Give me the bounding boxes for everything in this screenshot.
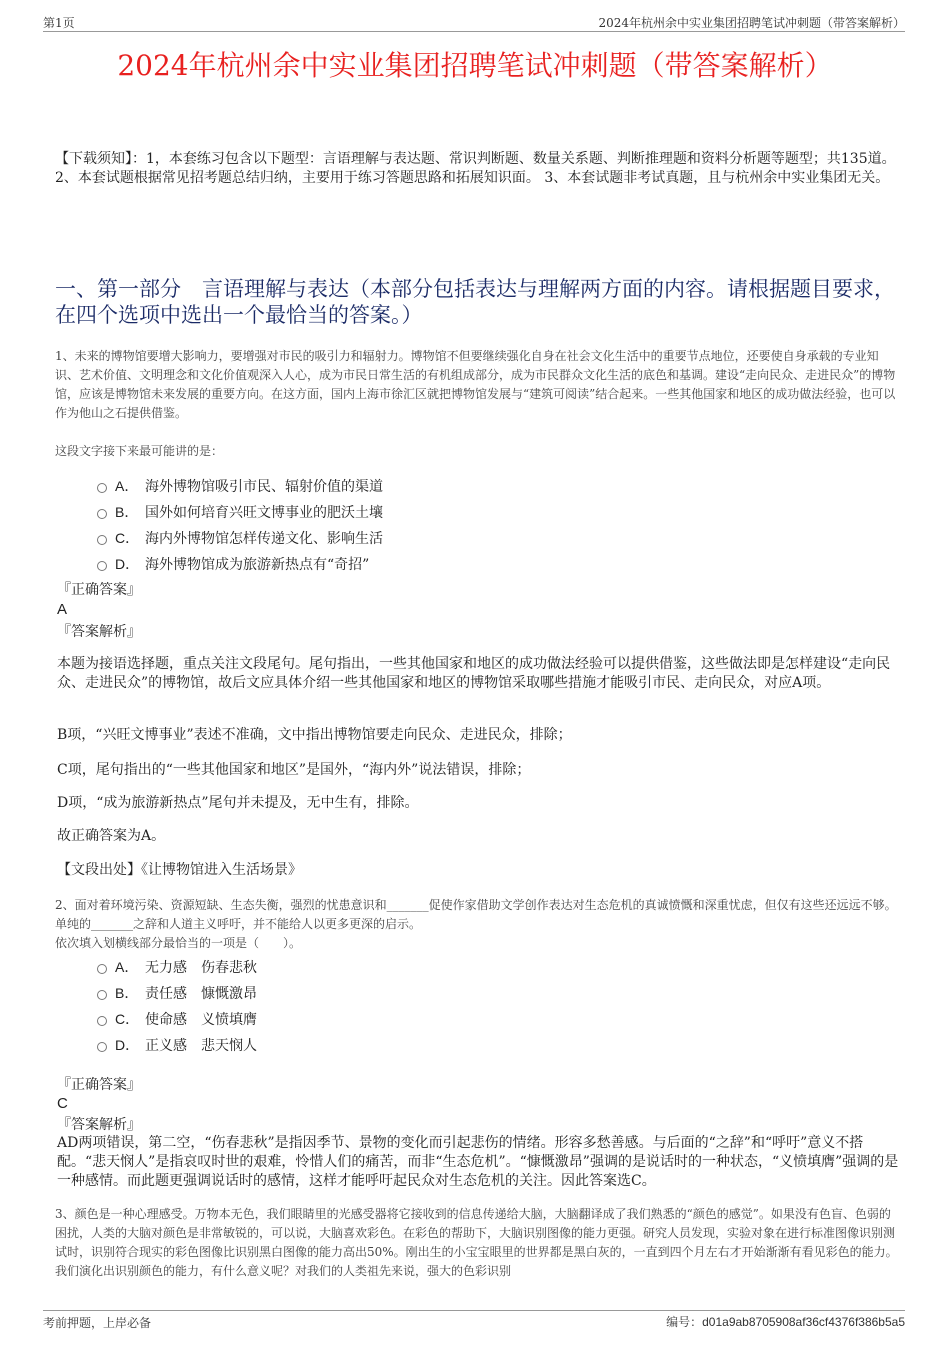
radio-icon[interactable] [97,990,107,1000]
option-label: B． [115,504,139,520]
q1-analysis-label: 『答案解析』 [57,624,141,640]
q1-question: 这段文字接下来最可能讲的是： [55,444,224,458]
q2-option-c[interactable] [97,1009,257,1030]
q2-analysis: AD两项错误，第二空，“伤春悲秋”是指因季节、景物的变化而引起悲伤的情绪。形容多愁善感。与后面的“之辞”和“呼吁”意义不搭配。“悲天悯人”是指哀叹时世的艰难，怜惜人们的痛苦，而非“生态危机”。“慷慨激昂”强调的是说话时的一种状态，“义愤填膺”强调的是一种感情。而此题更强调说话时的感情，这样才能呼吁起民众对生态危机的关注。因此答案选C。 [57,1135,899,1189]
footer-divider [43,1310,905,1311]
q1-option-d[interactable] [97,554,369,575]
q1-source: 【文段出处】《让博物馆进入生活场景》 [57,862,302,878]
q1-option-c[interactable] [97,528,383,549]
q1-option-b[interactable] [97,502,383,523]
option-text: 海外博物馆成为旅游新热点有“奇招” [145,557,370,573]
option-label: D． [115,556,140,572]
q1-answer-label: 『正确答案』 [57,582,141,598]
option-label: C． [115,530,140,546]
option-text: 海内外博物馆怎样传递文化、影响生活 [145,531,383,547]
radio-icon[interactable] [97,1016,107,1026]
q2-answer: C [57,1095,68,1112]
q2-analysis-label: 『答案解析』 [57,1117,141,1133]
option-label: D． [115,1037,140,1053]
option-text: 国外如何培育兴旺文博事业的肥沃土壤 [145,505,383,521]
option-text: 使命感 义愤填膺 [145,1012,257,1028]
q2-question: 依次填入划横线部分最恰当的一项是（ ）。 [55,936,302,950]
footer-code-label: 编号： [666,1315,703,1329]
q2-answer-label: 『正确答案』 [57,1077,141,1093]
option-label: C． [115,1011,140,1027]
option-text: 无力感 伤春悲秋 [145,960,257,976]
q1-analysis-b: B项，“兴旺文博事业”表述不准确，文中指出博物馆要走向民众、走进民众，排除； [57,727,572,743]
footer-code [666,1313,905,1330]
q1-stem: 1、未来的博物馆要增大影响力，要增强对市民的吸引力和辐射力。博物馆不但要继续强化自身在社会文化生活中的重要节点地位，还要使自身承载的专业知识、艺术价值、文明理念和文化价值观深入人心，成为市民日常生活的有机组成部分，成为市民群众文化生活的底色和基调。建设“走向民众、走进民众”的博物馆，应该是博物馆未来发展的重要方向。在这方面，国内上海市徐汇区就把博物馆发展与“建筑可阅读”结合起来。一些其他国家和地区的成功做法经验，也可以作为他山之石提供借鉴。 [55,349,896,420]
page-title: 2024年杭州余中实业集团招聘笔试冲刺题（带答案解析） [117,49,833,82]
q1-analysis-c: C项，尾句指出的“一些其他国家和地区”是国外，“海内外”说法错误，排除； [57,762,531,778]
header-divider [43,31,905,32]
q2-option-a[interactable] [97,957,257,978]
footer-slogan: 考前押题，上岸必备 [43,1316,152,1330]
q2-stem: 2、面对着环境污染、资源短缺、生态失衡，强烈的忧患意识和_______促使作家借助文学创作表达对生态危机的真诚愤慨和深重忧虑，但仅有这些还远远不够。单纯的_______之辞和人道主义呼吁，并不能给人以更多更深的启示。 [55,898,897,931]
header-doc-title: 2024年杭州余中实业集团招聘笔试冲刺题（带答案解析） [598,16,905,30]
option-label: B． [115,985,139,1001]
radio-icon[interactable] [97,1042,107,1052]
radio-icon[interactable] [97,964,107,974]
q1-option-a[interactable] [97,476,383,497]
option-label: A． [115,478,139,494]
q1-answer: A [57,601,68,618]
footer-code-value: d01a9ab8705908af36cf4376f386b5a5 [702,1315,905,1329]
q2-option-d[interactable] [97,1035,257,1056]
option-text: 责任感 慷慨激昂 [145,986,257,1002]
q1-analysis-d: D项，“成为旅游新热点”尾句并未提及，无中生有，排除。 [57,795,419,811]
radio-icon[interactable] [97,483,107,493]
option-text: 正义感 悲天悯人 [145,1038,257,1054]
q2-option-b[interactable] [97,983,257,1004]
radio-icon[interactable] [97,561,107,571]
option-text: 海外博物馆吸引市民、辐射价值的渠道 [145,479,383,495]
download-notice: 【下载须知】：1，本套练习包含以下题型：言语理解与表达题、常识判断题、数量关系题、判断推理题和资料分析题等题型；共135道。 2、本套试题根据常见招考题总结归纳，主要用于练习答题思路和拓展知识面。 3、本套试题非考试真题，且与杭州余中实业集团无关。 [55,151,896,186]
q1-analysis-conclusion: 故正确答案为A。 [57,828,166,844]
q3-stem: 3、颜色是一种心理感受。万物本无色，我们眼睛里的光感受器将它接收到的信息传递给大脑，大脑翻译成了我们熟悉的“颜色的感觉”。如果没有色盲、色弱的困扰，人类的大脑对颜色是非常敏锐的，可以说，大脑喜欢彩色。在彩色的帮助下，大脑识别图像的能力更强。研究人员发现，实验对象在进行标准图像识别测试时，识别符合现实的彩色图像比识别黑白图像的能力高出50%。刚出生的小宝宝眼里的世界都是黑白灰的，一直到四个月左右才开始渐渐有看见彩色的能力。我们演化出识别颜色的能力，有什么意义呢？对我们的人类祖先来说，强大的色彩识别 [55,1207,898,1278]
page-number: 第1页 [43,16,75,30]
section-heading: 一、第一部分 言语理解与表达（本部分包括表达与理解两方面的内容。请根据题目要求，在四个选项中选出一个最恰当的答案。） [55,277,895,327]
option-label: A． [115,959,139,975]
radio-icon[interactable] [97,509,107,519]
q1-analysis-main: 本题为接语选择题，重点关注文段尾句。尾句指出，一些其他国家和地区的成功做法经验可以提供借鉴，这些做法即是怎样建设“走向民众、走进民众”的博物馆，故后文应具体介绍一些其他国家和地区的博物馆采取哪些措施才能吸引市民、走向民众，对应A项。 [57,656,891,691]
radio-icon[interactable] [97,535,107,545]
